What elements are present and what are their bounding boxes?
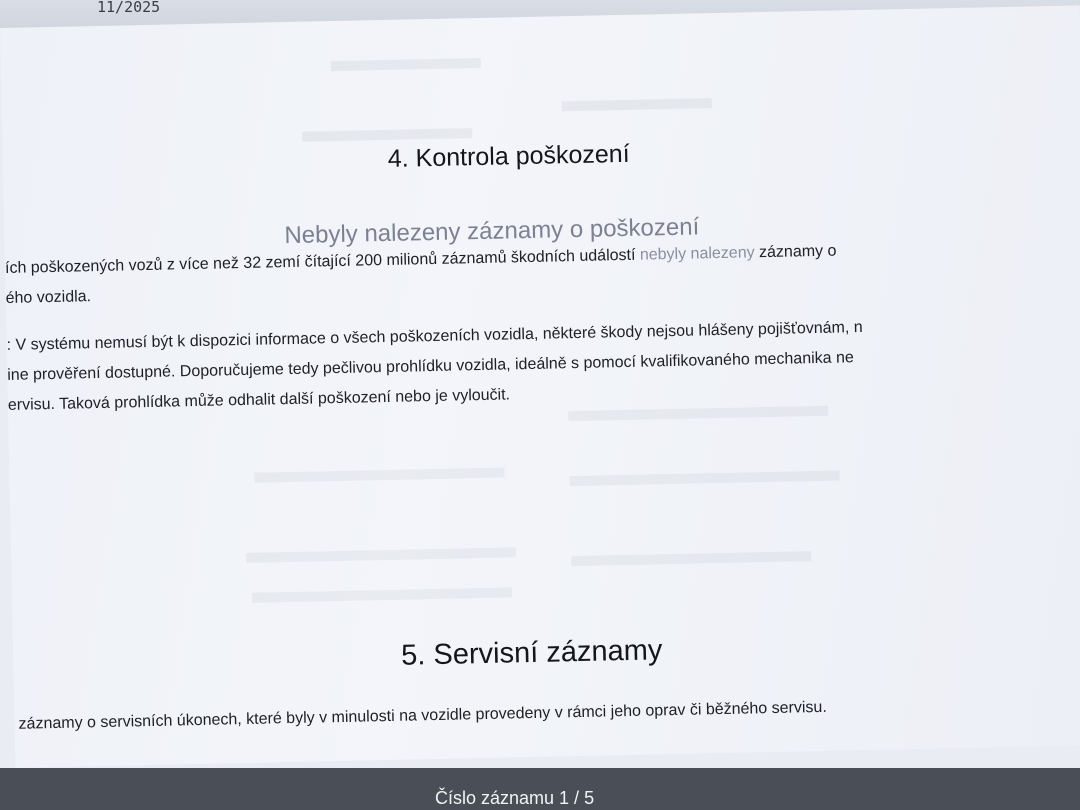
para2-line1: : V systému nemusí být k dispozici informace o všech poškozeních vozidla, některé škody nejsou hlášeny pojišťovnám, n <box>6 319 863 354</box>
section-5-title: 5. Servisní záznamy <box>400 634 663 672</box>
para2-line2: ine prověření dostupné. Doporučujeme tedy pečlivou prohlídku vozidla, ideálně s pomocí kvalifikovaného mechanika ne <box>7 349 855 384</box>
para1-line2: ého vozidla. <box>5 288 92 307</box>
record-counter: Číslo záznamu 1 / 5 <box>435 788 595 808</box>
page-date: 11/2025 <box>97 0 161 16</box>
highlight-not-found: nebyly nalezeny <box>639 244 755 264</box>
para1-line1: ích poškozených vozů z více než 32 zemí čítající 200 milionů záznamů škodních událostí nebyly nalezeny záznamy o <box>4 242 837 277</box>
document-page <box>0 5 1080 767</box>
section-5-line1: záznamy o servisních úkonech, které byly v minulosti na vozidle provedeny v rámci jeho oprav či běžného servisu. <box>18 698 827 733</box>
section-4-subtitle: Nebyly nalezeny záznamy o poškození <box>284 213 700 250</box>
section-4-title: 4. Kontrola poškození <box>387 139 630 173</box>
para2-line3: ervisu. Taková prohlídka může odhalit další poškození nebo je vyloučit. <box>7 386 511 414</box>
